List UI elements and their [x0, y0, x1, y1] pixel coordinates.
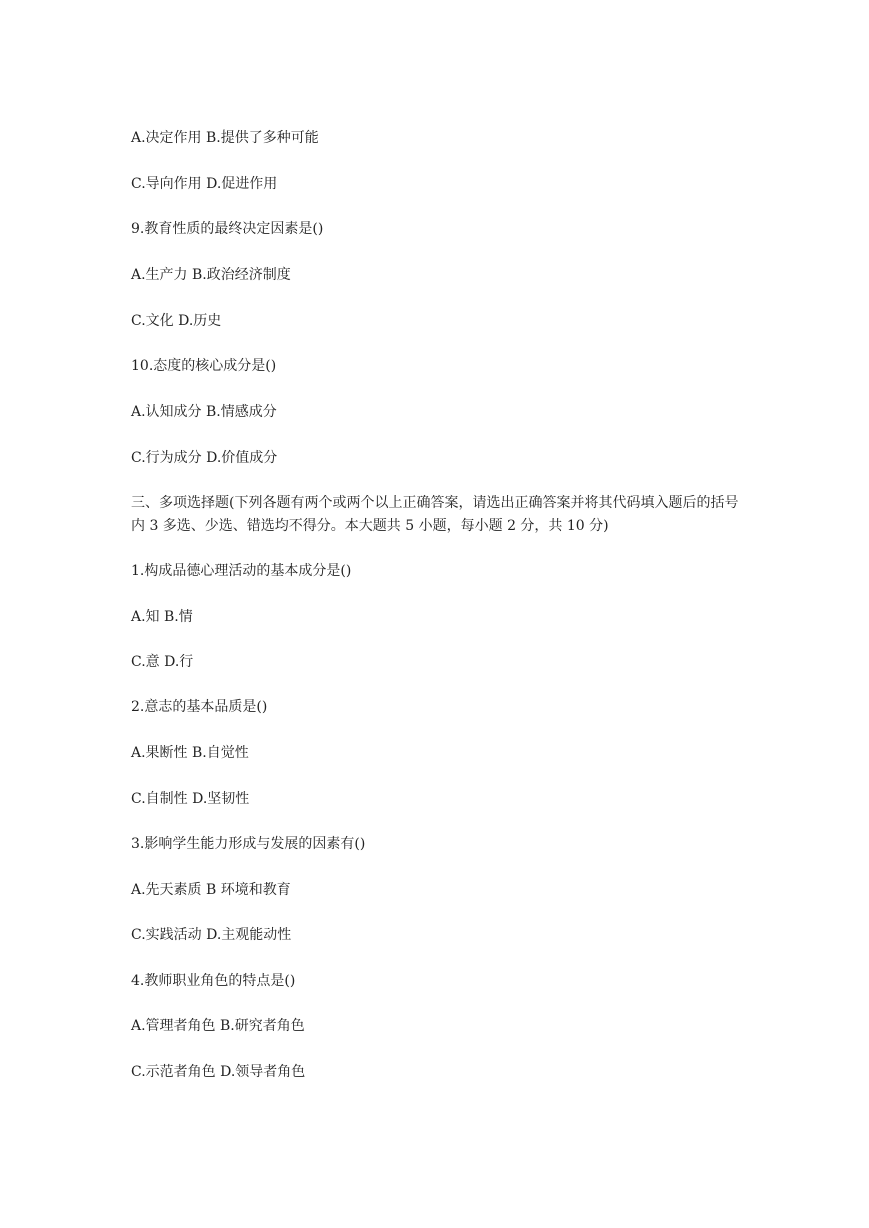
multi-question-2-stem: 2.意志的基本品质是(): [131, 699, 268, 715]
multi-question-1-stem: 1.构成品德心理活动的基本成分是(): [131, 563, 352, 579]
section-3-heading: 三、多项选择题(下列各题有两个或两个以上正确答案，请选出正确答案并将其代码填入题后的括号内 3 多选、少选、错选均不得分。本大题共 5 小题，每小题 2 分，共 10 分): [131, 495, 739, 534]
question-9-options-ab: A.生产力 B.政治经济制度: [131, 267, 291, 283]
question-8-options-ab: A.决定作用 B.提供了多种可能: [131, 130, 319, 146]
question-9-options-cd: C.文化 D.历史: [131, 313, 222, 329]
question-8-options-cd: C.导向作用 D.促进作用: [131, 176, 278, 192]
multi-question-3-stem: 3.影响学生能力形成与发展的因素有(): [131, 836, 366, 852]
multi-question-2-options-cd: C.自制性 D.坚韧性: [131, 791, 250, 807]
question-10-options-ab: A.认知成分 B.情感成分: [131, 404, 277, 420]
question-10-options-cd: C.行为成分 D.价值成分: [131, 450, 278, 466]
multi-question-4-options-cd: C.示范者角色 D.领导者角色: [131, 1064, 306, 1080]
multi-question-1-options-cd: C.意 D.行: [131, 654, 194, 670]
multi-question-1-options-ab: A.知 B.情: [131, 609, 193, 625]
question-9-stem: 9.教育性质的最终决定因素是(): [131, 221, 324, 237]
multi-question-4-stem: 4.教师职业角色的特点是(): [131, 973, 296, 989]
multi-question-3-options-cd: C.实践活动 D.主观能动性: [131, 927, 292, 943]
multi-question-2-options-ab: A.果断性 B.自觉性: [131, 745, 249, 761]
question-10-stem: 10.态度的核心成分是(): [131, 358, 277, 374]
multi-question-4-options-ab: A.管理者角色 B.研究者角色: [131, 1018, 305, 1034]
multi-question-3-options-ab: A.先天素质 B 环境和教育: [131, 882, 291, 898]
